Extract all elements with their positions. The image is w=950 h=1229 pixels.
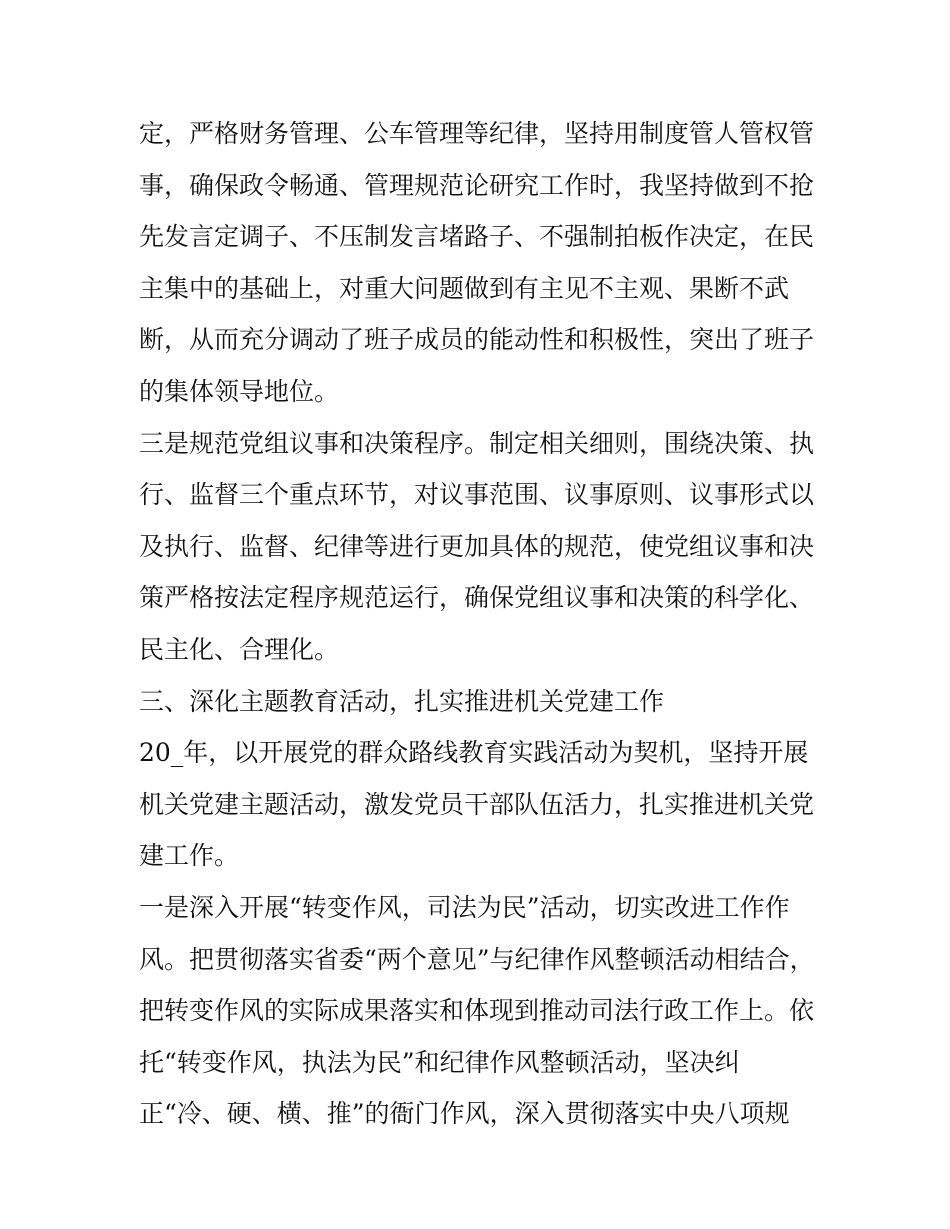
text-line: 托“转变作风，执法为民”和纪律作风整顿活动，坚决纠 [139,1047,740,1077]
text-line: 把转变作风的实际成果落实和体现到推动司法行政工作上。依 [139,996,815,1026]
text-line: 事，确保政令畅通、管理规范论研究工作时，我坚持做到不抢 [139,170,815,200]
text-line: 一是深入开展“转变作风，司法为民”活动，切实改进工作作 [139,892,790,922]
section-heading: 三、深化主题教育活动，扎实推进机关党建工作 [139,686,665,716]
text-line: 正“冷、硬、横、推”的衙门作风，深入贯彻落实中央八项规 [139,1099,790,1129]
text-line: 机关党建主题活动，激发党员干部队伍活力，扎实推进机关党 [139,789,815,819]
text-line: 的集体领导地位。 [139,376,340,406]
text-line: 三是规范党组议事和决策程序。制定相关细则，围绕决策、执 [139,428,815,458]
text-line: 20_年，以开展党的群众路线教育实践活动为契机，坚持开展 [139,738,809,768]
body-text [139,108,829,1140]
text-line: 策严格按法定程序规范运行，确保党组议事和决策的科学化、 [139,583,815,613]
text-line: 行、监督三个重点环节，对议事范围、议事原则、议事形式以 [139,480,815,510]
text-line: 风。把贯彻落实省委“两个意见”与纪律作风整顿活动相结合， [139,944,815,974]
text-line: 主集中的基础上，对重大问题做到有主见不主观、果断不武 [139,273,790,303]
text-line: 断，从而充分调动了班子成员的能动性和积极性，突出了班子 [139,325,815,355]
text-line: 及执行、监督、纪律等进行更加具体的规范，使党组议事和决 [139,531,815,561]
text-line: 民主化、合理化。 [139,634,340,664]
text-line: 定，严格财务管理、公车管理等纪律，坚持用制度管人管权管 [139,119,815,148]
text-line: 先发言定调子、不压制发言堵路子、不强制拍板作决定，在民 [139,222,815,252]
text-line: 建工作。 [139,841,240,871]
